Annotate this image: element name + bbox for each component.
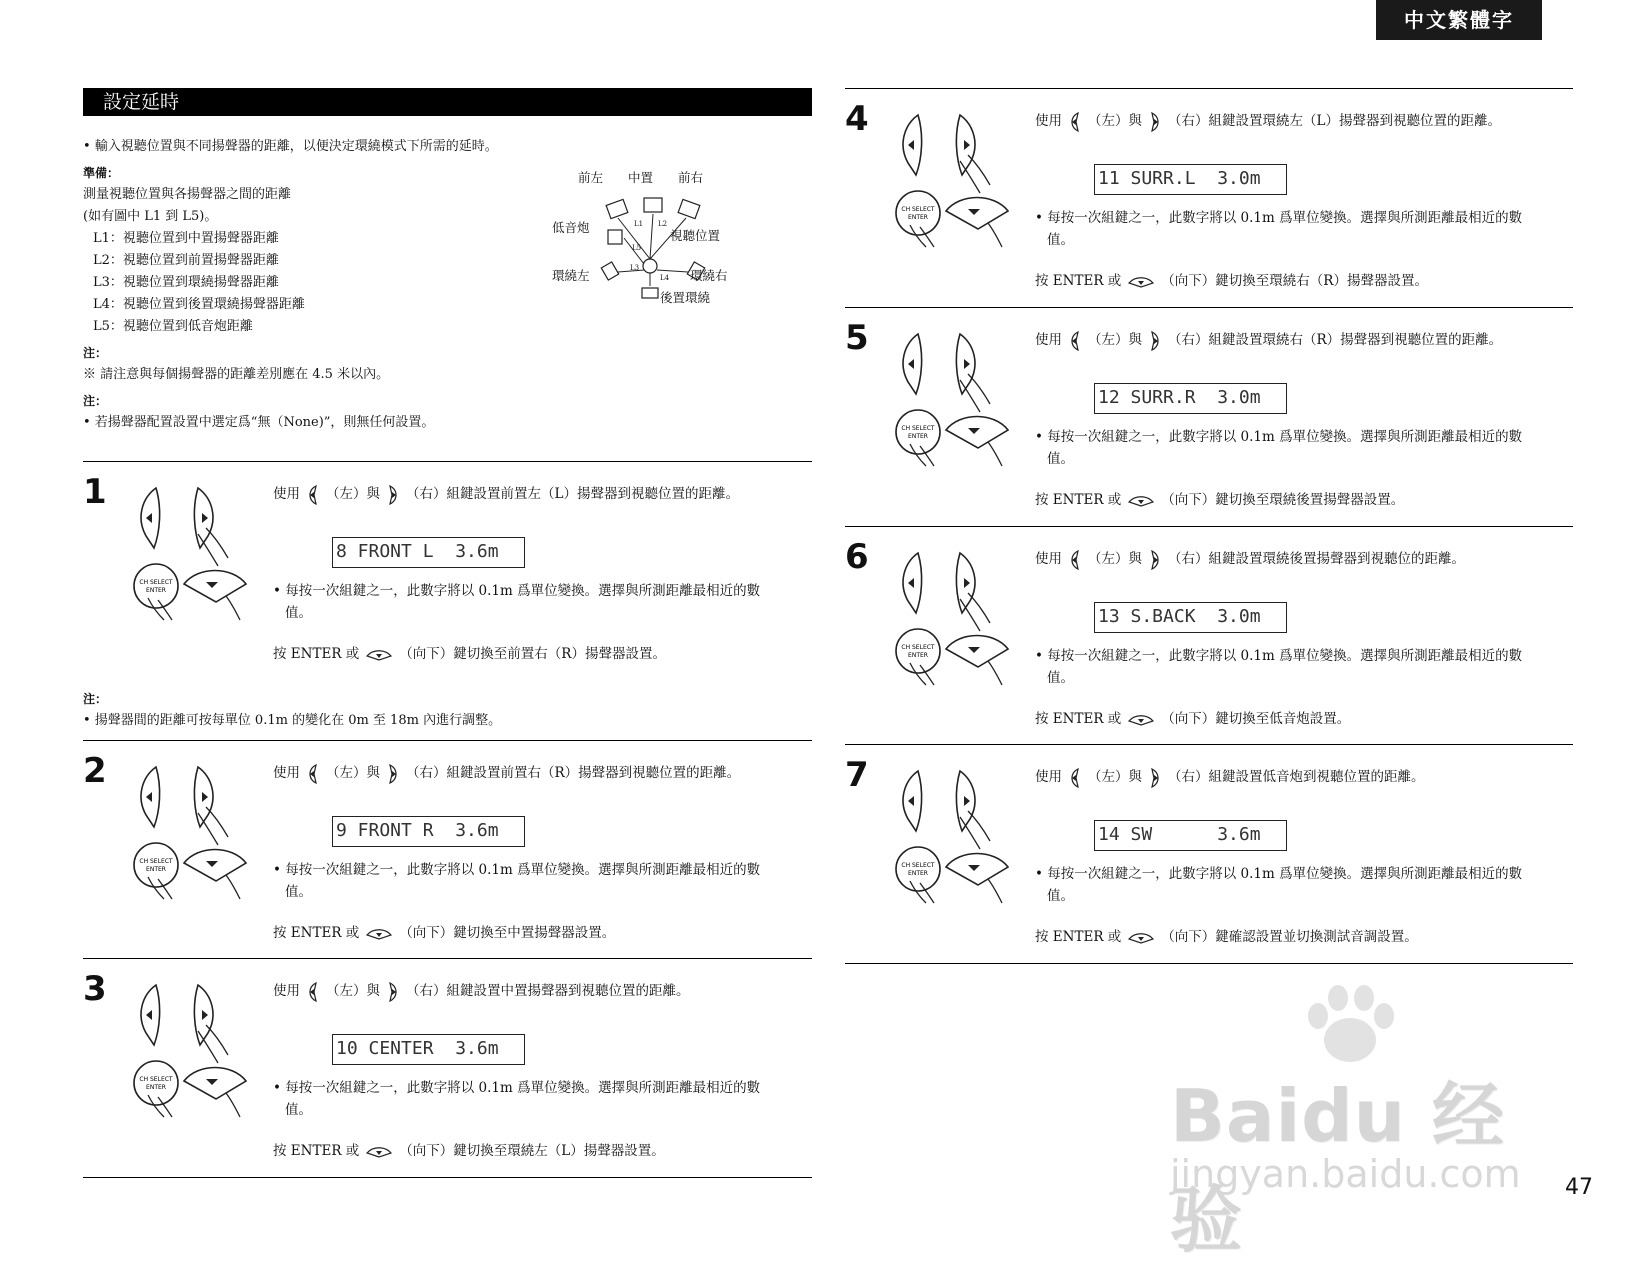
paw-icon bbox=[1290, 978, 1410, 1068]
bullet-head: • 每按一次組鍵之一，此數字將以 0.1m 爲單位變換。選擇與所測距離最相近的數 bbox=[273, 583, 761, 599]
label-l4: L4 bbox=[660, 274, 670, 282]
left-key-label: （左）與 bbox=[1088, 332, 1142, 348]
intro-bullet: • 輸入視聽位置與不同揚聲器的距離，以便決定環繞模式下所需的延時。 bbox=[83, 139, 498, 154]
svg-text:ENTER: ENTER bbox=[908, 214, 928, 221]
step-action: 組鍵設置前置左（L）揚聲器到視聽位置的距離。 bbox=[446, 486, 739, 502]
right-key-label: （右） bbox=[406, 765, 447, 781]
lcd-display: 12 SURR.R 3.0m bbox=[1094, 383, 1287, 414]
lcd-display: 13 S.BACK 3.0m bbox=[1094, 602, 1287, 633]
bullet-tail: 值。 bbox=[1047, 451, 1074, 467]
left-key-icon bbox=[1062, 551, 1088, 567]
svg-text:CH SELECT: CH SELECT bbox=[139, 1076, 173, 1083]
use-label: 使用 bbox=[1035, 551, 1062, 567]
left-key-label: （左）與 bbox=[326, 486, 380, 502]
step-next bbox=[1035, 489, 1404, 511]
bullet-head: • 每按一次組鍵之一，此數字將以 0.1m 爲單位變換。選擇與所測距離最相近的數 bbox=[1035, 429, 1523, 445]
right-key-icon bbox=[1142, 113, 1168, 129]
right-key-icon bbox=[1142, 332, 1168, 348]
down-key-label: （向下） bbox=[1161, 711, 1216, 727]
remote-keys-illustration bbox=[890, 103, 1015, 248]
step-instruction bbox=[273, 980, 690, 1003]
note-text: • 若揚聲器配置設置中選定爲“無（None)”，則無任何設置。 bbox=[83, 415, 435, 430]
down-key-icon bbox=[1121, 711, 1161, 727]
right-key-icon bbox=[380, 765, 406, 781]
bullet-tail: 值。 bbox=[1047, 888, 1074, 904]
use-label: 使用 bbox=[273, 486, 300, 502]
remote-keys-illustration bbox=[128, 973, 253, 1118]
l-item: L1：視聽位置到中置揚聲器距離 bbox=[93, 231, 279, 246]
right-key-label: （右） bbox=[406, 486, 447, 502]
remote-keys-illustration bbox=[890, 322, 1015, 467]
label-front-left: 前左 bbox=[578, 170, 604, 185]
divider bbox=[83, 461, 812, 462]
label-l3: L3 bbox=[630, 264, 640, 272]
step-bullet bbox=[273, 859, 813, 903]
press-label: 按 ENTER 或 bbox=[273, 925, 360, 941]
lcd-display: 10 CENTER 3.6m bbox=[332, 1034, 525, 1065]
remote-keys-illustration bbox=[128, 755, 253, 900]
step-instruction bbox=[273, 762, 740, 785]
svg-text:CH SELECT: CH SELECT bbox=[139, 579, 173, 586]
label-surround-back: 後置環繞 bbox=[660, 290, 711, 305]
right-key-icon bbox=[380, 983, 406, 999]
divider bbox=[845, 744, 1573, 745]
divider bbox=[845, 963, 1573, 964]
right-key-label: （右） bbox=[1168, 113, 1209, 129]
svg-text:ENTER: ENTER bbox=[146, 866, 166, 873]
step-next bbox=[273, 1140, 665, 1162]
svg-text:ENTER: ENTER bbox=[908, 433, 928, 440]
lcd-display: 14 SW 3.6m bbox=[1094, 820, 1287, 851]
lcd-display: 8 FRONT L 3.6m bbox=[332, 537, 525, 568]
language-tab: 中文繁體字 bbox=[1376, 0, 1542, 40]
step-instruction bbox=[1035, 548, 1465, 571]
bullet-head: • 每按一次組鍵之一，此數字將以 0.1m 爲單位變換。選擇與所測距離最相近的數 bbox=[1035, 648, 1523, 664]
next-text: 鍵確認設置並切換測試音調設置。 bbox=[1215, 929, 1418, 945]
watermark bbox=[1170, 1040, 1530, 1262]
svg-text:ENTER: ENTER bbox=[146, 587, 166, 594]
label-l5: L5 bbox=[632, 244, 642, 252]
svg-text:ENTER: ENTER bbox=[908, 652, 928, 659]
down-key-label: （向下） bbox=[1161, 492, 1216, 508]
step-action: 組鍵設置中置揚聲器到視聽位置的距離。 bbox=[446, 983, 690, 999]
left-key-icon bbox=[300, 765, 326, 781]
left-key-icon bbox=[1062, 113, 1088, 129]
note-label: 注： bbox=[83, 394, 108, 408]
intro-block bbox=[83, 136, 643, 434]
right-key-label: （右） bbox=[1168, 551, 1209, 567]
down-key-icon bbox=[1121, 492, 1161, 508]
step-instruction bbox=[273, 483, 739, 506]
next-text: 鍵切換至前置右（R）揚聲器設置。 bbox=[453, 646, 666, 662]
prep-line: (如有圖中 L1 到 L5)。 bbox=[83, 209, 218, 224]
prep-label: 準備： bbox=[83, 166, 120, 180]
svg-text:CH SELECT: CH SELECT bbox=[139, 858, 173, 865]
left-key-label: （左）與 bbox=[1088, 551, 1142, 567]
page-number: 47 bbox=[1565, 1175, 1593, 1200]
press-label: 按 ENTER 或 bbox=[1035, 929, 1122, 945]
right-key-icon bbox=[1142, 551, 1168, 567]
distance-note bbox=[83, 688, 501, 732]
bullet-head: • 每按一次組鍵之一，此數字將以 0.1m 爲單位變換。選擇與所測距離最相近的數 bbox=[273, 1080, 761, 1096]
section-title: 設定延時 bbox=[83, 88, 812, 116]
l-item: L3：視聽位置到環繞揚聲器距離 bbox=[93, 275, 279, 290]
lcd-display: 11 SURR.L 3.0m bbox=[1094, 164, 1287, 195]
lcd-display: 9 FRONT R 3.6m bbox=[332, 816, 525, 847]
step-next bbox=[1035, 270, 1428, 292]
press-label: 按 ENTER 或 bbox=[1035, 492, 1122, 508]
left-key-icon bbox=[300, 486, 326, 502]
label-subwoofer: 低音炮 bbox=[552, 220, 590, 235]
step-bullet bbox=[273, 580, 813, 624]
right-key-label: （右） bbox=[1168, 769, 1209, 785]
right-key-label: （右） bbox=[1168, 332, 1209, 348]
use-label: 使用 bbox=[1035, 113, 1062, 129]
right-key-icon bbox=[380, 486, 406, 502]
down-key-icon bbox=[1121, 929, 1161, 945]
left-key-label: （左）與 bbox=[326, 983, 380, 999]
bullet-tail: 值。 bbox=[285, 1102, 312, 1118]
right-key-label: （右） bbox=[406, 983, 447, 999]
step-bullet bbox=[1035, 645, 1575, 689]
step-action: 組鍵設置環繞左（L）揚聲器到視聽位置的距離。 bbox=[1208, 113, 1501, 129]
step-action: 組鍵設置低音炮到視聽位置的距離。 bbox=[1208, 769, 1425, 785]
step-instruction bbox=[1035, 110, 1501, 133]
svg-text:CH SELECT: CH SELECT bbox=[901, 862, 935, 869]
step-number: 6 bbox=[845, 537, 869, 577]
step-action: 組鍵設置前置右（R）揚聲器到視聽位置的距離。 bbox=[446, 765, 741, 781]
left-key-label: （左）與 bbox=[1088, 769, 1142, 785]
step-number: 7 bbox=[845, 755, 869, 795]
remote-keys-illustration bbox=[128, 476, 253, 621]
down-key-label: （向下） bbox=[399, 925, 454, 941]
bullet-head: • 每按一次組鍵之一，此數字將以 0.1m 爲單位變換。選擇與所測距離最相近的數 bbox=[273, 862, 761, 878]
step-bullet bbox=[1035, 207, 1575, 251]
step-instruction bbox=[1035, 329, 1502, 352]
down-key-icon bbox=[359, 1143, 399, 1159]
step-number: 1 bbox=[83, 472, 107, 512]
use-label: 使用 bbox=[1035, 332, 1062, 348]
left-key-icon bbox=[1062, 332, 1088, 348]
watermark-logo: Baidu 经验 bbox=[1170, 1074, 1506, 1262]
step-next bbox=[273, 922, 615, 944]
step-next bbox=[273, 643, 666, 665]
press-label: 按 ENTER 或 bbox=[1035, 711, 1122, 727]
l-item: L4：視聽位置到後置環繞揚聲器距離 bbox=[93, 297, 305, 312]
step-next bbox=[1035, 926, 1418, 948]
label-l1: L1 bbox=[634, 220, 644, 228]
note-text: • 揚聲器間的距離可按每單位 0.1m 的變化在 0m 至 18m 內進行調整。 bbox=[83, 713, 502, 728]
speaker-layout-diagram bbox=[552, 170, 778, 326]
remote-keys-illustration bbox=[890, 759, 1015, 904]
prep-line: 測量視聽位置與各揚聲器之間的距離 bbox=[83, 187, 292, 202]
down-key-label: （向下） bbox=[399, 1143, 454, 1159]
svg-text:CH SELECT: CH SELECT bbox=[901, 425, 935, 432]
svg-text:CH SELECT: CH SELECT bbox=[901, 644, 935, 651]
step-bullet bbox=[273, 1077, 813, 1121]
note-text: ※ 請注意與每個揚聲器的距離差別應在 4.5 米以內。 bbox=[83, 367, 390, 382]
bullet-tail: 值。 bbox=[285, 884, 312, 900]
svg-text:ENTER: ENTER bbox=[146, 1084, 166, 1091]
bullet-head: • 每按一次組鍵之一，此數字將以 0.1m 爲單位變換。選擇與所測距離最相近的數 bbox=[1035, 210, 1523, 226]
use-label: 使用 bbox=[1035, 769, 1062, 785]
label-center: 中置 bbox=[628, 170, 654, 185]
watermark-url: jingyan.baidu.com bbox=[1170, 1152, 1521, 1196]
note-label: 注： bbox=[83, 346, 108, 360]
press-label: 按 ENTER 或 bbox=[273, 1143, 360, 1159]
left-key-label: （左）與 bbox=[326, 765, 380, 781]
divider bbox=[83, 1177, 812, 1178]
bullet-tail: 值。 bbox=[1047, 232, 1074, 248]
down-key-icon bbox=[1121, 273, 1161, 289]
step-number: 3 bbox=[83, 969, 107, 1009]
l-item: L5：視聽位置到低音炮距離 bbox=[93, 319, 253, 334]
svg-text:CH SELECT: CH SELECT bbox=[901, 206, 935, 213]
label-listening-position: 視聽位置 bbox=[670, 228, 721, 243]
bullet-tail: 值。 bbox=[1047, 670, 1074, 686]
press-label: 按 ENTER 或 bbox=[273, 646, 360, 662]
down-key-icon bbox=[359, 646, 399, 662]
down-key-label: （向下） bbox=[1161, 273, 1216, 289]
step-bullet bbox=[1035, 426, 1575, 470]
step-number: 5 bbox=[845, 318, 869, 358]
l-item: L2：視聽位置到前置揚聲器距離 bbox=[93, 253, 279, 268]
divider bbox=[845, 307, 1573, 308]
down-key-label: （向下） bbox=[1161, 929, 1216, 945]
left-key-label: （左）與 bbox=[1088, 113, 1142, 129]
label-front-right: 前右 bbox=[678, 170, 704, 185]
left-key-icon bbox=[1062, 769, 1088, 785]
press-label: 按 ENTER 或 bbox=[1035, 273, 1122, 289]
down-key-label: （向下） bbox=[399, 646, 454, 662]
label-l2: L2 bbox=[658, 220, 668, 228]
step-bullet bbox=[1035, 863, 1575, 907]
bullet-tail: 值。 bbox=[285, 605, 312, 621]
divider bbox=[845, 88, 1573, 89]
step-action: 組鍵設置環繞右（R）揚聲器到視聽位置的距離。 bbox=[1208, 332, 1503, 348]
label-surround-right: 環繞右 bbox=[690, 268, 728, 283]
next-text: 鍵切換至中置揚聲器設置。 bbox=[453, 925, 616, 941]
left-key-icon bbox=[300, 983, 326, 999]
use-label: 使用 bbox=[273, 765, 300, 781]
step-next bbox=[1035, 708, 1350, 730]
svg-text:ENTER: ENTER bbox=[908, 870, 928, 877]
next-text: 鍵切換至環繞右（R）揚聲器設置。 bbox=[1215, 273, 1428, 289]
right-key-icon bbox=[1142, 769, 1168, 785]
remote-keys-illustration bbox=[890, 541, 1015, 686]
use-label: 使用 bbox=[273, 983, 300, 999]
next-text: 鍵切換至環繞左（L）揚聲器設置。 bbox=[453, 1143, 665, 1159]
step-number: 4 bbox=[845, 99, 869, 139]
step-action: 組鍵設置環繞後置揚聲器到視聽位的距離。 bbox=[1208, 551, 1465, 567]
divider bbox=[83, 740, 812, 741]
next-text: 鍵切換至低音炮設置。 bbox=[1215, 711, 1351, 727]
step-number: 2 bbox=[83, 751, 107, 791]
bullet-head: • 每按一次組鍵之一，此數字將以 0.1m 爲單位變換。選擇與所測距離最相近的數 bbox=[1035, 866, 1523, 882]
divider bbox=[83, 958, 812, 959]
next-text: 鍵切換至環繞後置揚聲器設置。 bbox=[1215, 492, 1405, 508]
note-label: 注： bbox=[83, 692, 108, 706]
label-surround-left: 環繞左 bbox=[552, 268, 590, 283]
divider bbox=[845, 526, 1573, 527]
down-key-icon bbox=[359, 925, 399, 941]
step-instruction bbox=[1035, 766, 1425, 789]
